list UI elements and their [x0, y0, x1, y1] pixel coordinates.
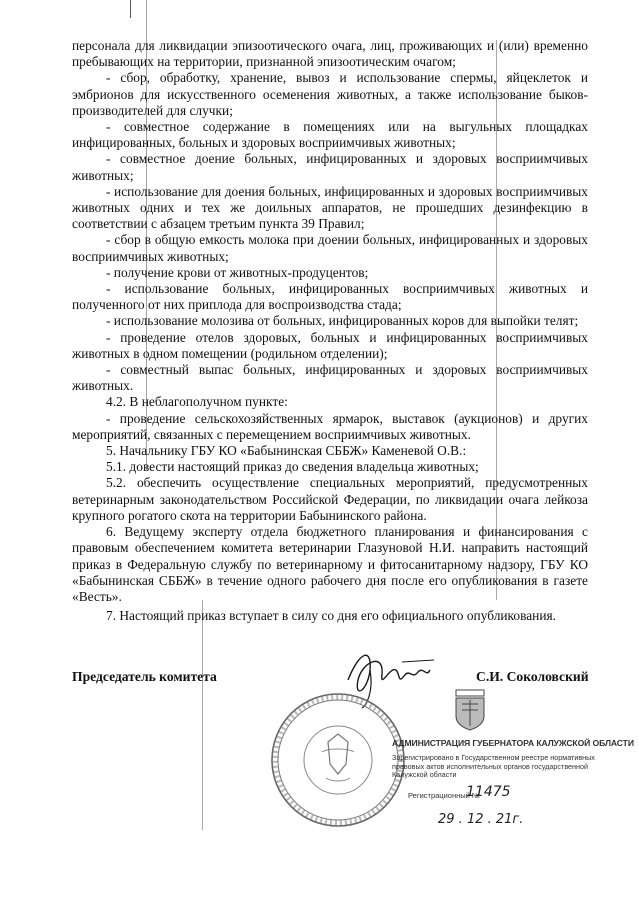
paragraph: - сбор, обработку, хранение, вывоз и использование спермы, яйцеклеток и эмбрионов для искусственного осеменения животных, а также использование быков-производителей для случки; — [72, 70, 588, 118]
paragraph: 6. Ведущему эксперту отдела бюджетного планирования и финансирования с правовым обеспечением комитета ветеринарии Глазуновой Н.И. направить настоящий приказ в Федеральную службу по ветеринарному и фитосанитарному надзору, ГБУ КО «Бабынинская СББЖ» в течение одного рабочего дня после его опубликования в газете «Весть». — [72, 524, 588, 604]
paragraph: - использование молозива от больных, инфицированных коров для выпойки телят; — [106, 313, 579, 329]
registration-number-row — [408, 784, 511, 800]
registration-number-label: Регистрационный № — [408, 791, 480, 800]
signatory-name: С.И. Соколовский — [476, 669, 589, 684]
registration-stamp — [392, 738, 634, 827]
registration-line: правовых актов исполнительных органов государственной — [392, 761, 589, 771]
paragraph: - получение крови от животных-продуцентов; — [106, 264, 369, 280]
registration-line: Калужской области — [392, 770, 457, 780]
paragraph: 7. Настоящий приказ вступает в силу со дня его официального опубликования. — [106, 608, 556, 624]
paragraph: - совместный выпас больных, инфицированных и здоровых восприимчивых животных. — [72, 362, 588, 394]
paragraph: - совместное содержание в помещениях или на выгульных площадках инфицированных, больных и здоровых восприимчивых животных; — [72, 119, 588, 151]
paragraph: - проведение отелов здоровых, больных и инфицированных восприимчивых животных в одном помещении (родильном отделении); — [72, 329, 588, 361]
paragraph: - проведение сельскохозяйственных ярмарок, выставок (аукционов) и других мероприятий, связанных с перемещением восприимчивых животных. — [72, 410, 588, 442]
paragraph: - сбор в общую емкость молока при доении больных, инфицированных и здоровых восприимчивых животных; — [72, 232, 588, 264]
paragraph: 5. Начальнику ГБУ КО «Бабынинская СББЖ» Каменевой О.В.: — [106, 443, 467, 459]
signatory-position: Председатель комитета — [72, 669, 217, 684]
paragraph: 4.2. В неблагополучном пункте: — [106, 394, 288, 410]
paragraph: 5.2. обеспечить осуществление специальных мероприятий, предусмотренных ветеринарным законодательством Российской Федерации, по ликвидации очага лейкоза крупного рогатого скота на территории Бабынинского района. — [72, 475, 588, 523]
coat-of-arms-icon — [450, 686, 490, 732]
registration-date: 29 . 12 . 21г. — [438, 812, 524, 827]
registration-line: Зарегистрировано в Государственном реестре нормативных — [392, 753, 595, 762]
registration-title: АДМИНИСТРАЦИЯ ГУБЕРНАТОРА КАЛУЖСКОЙ ОБЛАСТИ — [392, 738, 634, 748]
paragraph: персонала для ликвидации эпизоотического очага, лиц, проживающих и (или) временно пребывающих на территории, признанной эпизоотическим очагом; — [72, 38, 588, 70]
paragraph: 5.1. довести настоящий приказ до сведения владельца животных; — [106, 459, 479, 475]
registration-number: 11475 — [466, 784, 511, 800]
scan-line — [202, 600, 203, 830]
scan-line — [130, 0, 131, 18]
official-seal-icon — [268, 690, 408, 830]
document-body — [72, 38, 588, 624]
paragraph: - совместное доение больных, инфицированных и здоровых восприимчивых животных; — [72, 151, 588, 183]
paragraph: - использование для доения больных, инфицированных и здоровых восприимчивых животных одних и тех же доильных аппаратов, не прошедших дезинфекцию в соответствии с абзацем третьим пункта 39 Правил; — [72, 183, 588, 232]
paragraph: - использование больных, инфицированных восприимчивых животных и полученного от них приплода для воспроизводства стада; — [72, 281, 588, 313]
